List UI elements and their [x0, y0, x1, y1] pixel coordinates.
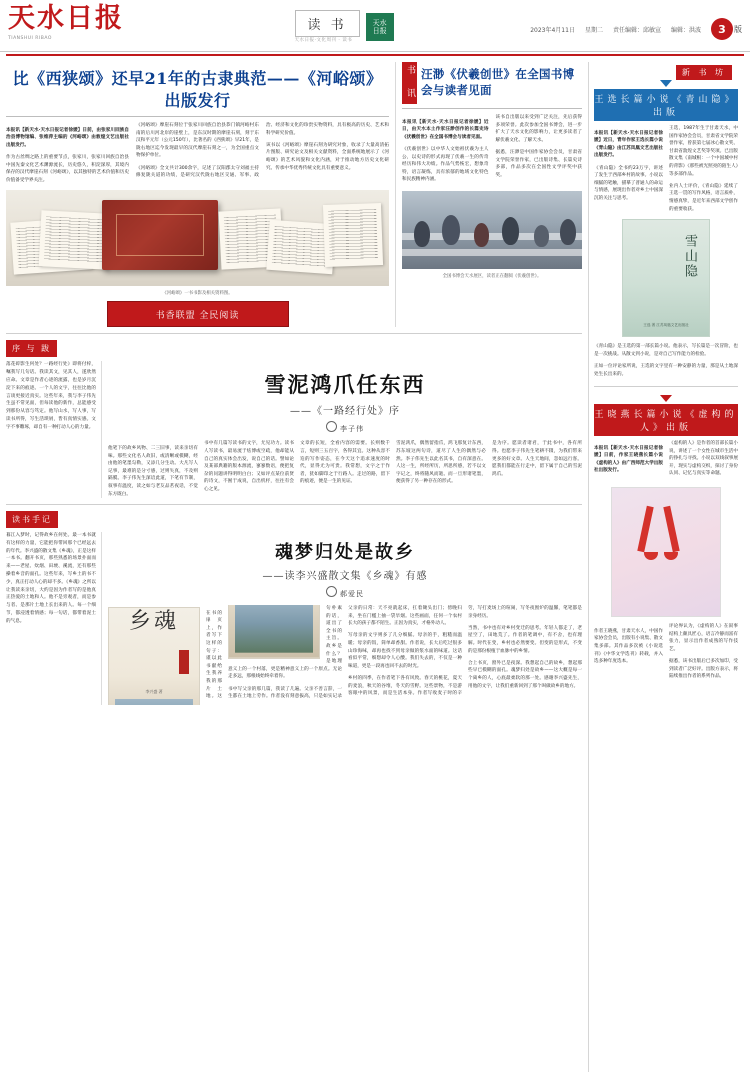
newspaper-logo	[8, 4, 158, 41]
paragraph: 业内人士评价，《青山隐》延续了王选一贯的写作风格，语言质朴，情感真挚，是近年来西部文学创作的重要收获。	[669, 183, 738, 212]
paragraph: 雪泥鸿爪，偶然留指爪，鸿飞那复计东西，苏东坡这两句诗，道尽了人生的偶然与必然。李子伟先生以此名其书，自有深意在。人这一生，所经所历，所思所感，若不以文字记之，终将随风而逝。而一旦形诸笔墨，便获得了另一种存在的形式。	[396, 441, 486, 485]
book-title-text: 雪山隐	[682, 234, 697, 280]
author-name: 郝爱民	[340, 590, 364, 599]
paragraph: 王选，1987年生于甘肃天水，中国作家协会会员，甘肃省文学院荣誉作家，曾获第七届冰心散文奖、甘肃省敦煌文艺奖等奖项。已出版散文集《南城根：一个中国城中村的背影》《那些被光照亮的陌生人》等多部作品。	[669, 126, 738, 177]
bottom-byline	[108, 586, 582, 599]
triangle-icon	[660, 80, 672, 87]
divider	[402, 108, 582, 109]
second-story-head	[402, 62, 582, 104]
author-name: 李子伟	[340, 425, 364, 434]
rail-item2-body	[594, 440, 738, 481]
mid-article-body	[108, 440, 582, 498]
bottom-subtitle: ——读李兴盛散文集《乡魂》有感	[262, 571, 428, 583]
document-image	[323, 203, 383, 267]
editor-name: 责任编辑：邱敏宣	[612, 26, 661, 34]
top-story-lead: 本报讯【新天水·天水日报记者徐媛】日前，由张家川回族自治县博物馆编、张维萍主编的《河峪颂》由敦煌文艺出版社出版发行。	[6, 127, 129, 148]
main-column	[6, 62, 582, 1072]
mid-article	[108, 361, 582, 498]
masthead-meta	[530, 4, 742, 40]
page-label: 版	[734, 24, 742, 34]
paragraph: 《青山隐》全书约23万字，讲述了发生于西部乡村的故事。小说以细腻的笔触，描摹了普通人的命运与情感，展现出作者对乡土中国深沉的关注与思考。	[594, 165, 663, 201]
book-news-tag: 书 讯	[402, 62, 417, 104]
second-story-lead: 本报讯【新天水·天水日报记者徐媛】近日，由天水本土作家汪渺创作的长篇史诗《伏羲创世》在全国书博会与读者见面。	[402, 119, 489, 140]
second-story	[395, 62, 582, 327]
paragraph: 该书以《河峪颂》摩崖石刻为研究对象，收录了大量高清拓片图版、研究论文及相关文献资料，全面系统地展示了《河峪颂》的艺术风貌和文化内涵，对于推动地方历史文化研究、传承中华优秀传统文化具有重要意义。	[266, 142, 389, 171]
divider	[594, 386, 738, 387]
paragraph: 《伏羲创世》以中华人文始祖伏羲为主人公，以史诗的形式再现了伏羲一生的传奇经历和伟大功绩。作品气势恢宏，想象奇特，语言凝练，具有浓郁的地域文化特色和民族精神内涵。	[402, 146, 489, 183]
weekday: 星期二	[584, 26, 603, 34]
rail-item1-header: 王选长篇小说《青山隐》出版	[594, 89, 738, 121]
paragraph: 据悉，该书出版后已多次加印，受到读者广泛好评。出版方表示，将陆续推出作者的系列作品。	[669, 659, 738, 680]
paragraph: 评论界认为，《虚构的人》在叙事结构上颇具匠心，语言冷静而富有张力，显示出作者成熟的写作技艺。	[669, 624, 738, 652]
section-label-dushu-shouji: 读书手记	[6, 511, 58, 528]
paragraph: 文章的长短，全看内容的需要。长则数千言，短则三五百字，各得其宜。这种从容不迫的写作姿态，在今天这个追求速度的时代，显得尤为可贵。我常想，文字之于作者，犹如脚印之于行路人。走过的路，留下的痕迹，便是一生的见证。	[300, 441, 390, 485]
author-icon	[326, 586, 337, 597]
paragraph: 《河峪颂》全文共计300余字，记述了汉阳郡太守刘福主持修复陇关道的功绩，是研究汉代陇右地区交通、军事、政治、经济和文化的珍贵实物资料，具有极高的历史、艺术和科学研究价值。	[136, 123, 389, 179]
paragraph: 书中有几篇写读书的文字，尤见功力。读书人写读书，最易流于炫博或空疏，他却能从自己的真实体会出发，说自己的话。譬如论及某部典籍的版本源流，寥寥数语，便把复杂的问题讲得明明白白；又如评点某位前贤的诗文，不囿于成说，自出机杼，往往有会心之见。	[204, 441, 294, 492]
book-cover-author: 李兴盛 著	[145, 688, 163, 694]
second-story-body	[402, 114, 582, 186]
section-header	[158, 4, 530, 43]
author-icon	[326, 421, 337, 432]
book-photo	[6, 190, 389, 286]
section-name: 读 书	[295, 10, 360, 37]
rail-item2-header: 王晓燕长篇小说《虚构的人》出版	[594, 404, 738, 436]
bottom-section	[6, 528, 582, 705]
paragraph: 乡村的四季，在作者笔下各有风致。春天的桃花，夏天的麦浪，秋天的谷堆，冬天的雪野。这些景物，不是游客眼中的风景，而是生活本身。作者写收麦子时的辛劳，写打麦场上的喧闹，写冬夜围炉的温馨，笔笔都是亲身经历。	[348, 606, 582, 697]
document-image	[39, 211, 112, 271]
seal-icon	[179, 650, 189, 674]
paragraph: 是为序。愿读者诸君，于此书中，各有所得。也愿李子伟先生笔耕不辍，为我们带来更多的好文章。人生天地间，忽如远行客。愿我们都能在行走中，留下属于自己的雪泥鸿爪。	[492, 441, 582, 477]
bottom-article	[108, 532, 582, 705]
bottom-headline: 魂梦归处是故乡	[275, 542, 415, 564]
page-number: 3	[711, 18, 733, 40]
book-cover-title: 乡魂	[128, 609, 179, 635]
paragraph: 书中写父亲的那几篇，我读了几遍。父亲不善言辞，一生都在土地上劳作。作者没有刻意拔高，只是如实记录父亲的日常：天不亮就起床，扛着锄头出门；傍晚归来，坐在门槛上抽一袋旱烟。这些画面，任何一个农村长大的孩子都不陌生。正因为真实，才格外动人。	[228, 606, 462, 700]
publish-date: 2023年4月11日	[530, 26, 575, 34]
mid-section-label-wrap	[6, 334, 582, 357]
masthead	[0, 0, 750, 52]
paragraph: 合上书页，窗外已是夜深。我想起自己的故乡，想起那些早已模糊的面孔。魂梦归处是故乡——这大概是每一个离乡的人，心底最柔软的那一处。感谢李兴盛先生，用他的文字，让我们重新回到了那个叫做故乡的地方。	[468, 660, 582, 689]
ribbon-graphic	[642, 506, 682, 576]
divider	[6, 116, 389, 117]
newspaper-pinyin: TIANSHUI RIBAO	[8, 36, 52, 41]
rail-item2-body2	[594, 623, 738, 681]
bottom-article-body	[108, 605, 582, 705]
reading-campaign-banner	[107, 301, 289, 327]
paragraph: 据悉，汪渺是中国作家协会会员，甘肃省文学院荣誉作家，已出版诗集、长篇史诗多部，作品多次在全国性文学评奖中获奖。	[495, 149, 582, 178]
proofreader-name: 编辑：洪波	[670, 26, 701, 34]
page-body	[0, 56, 750, 1072]
section-pinyin: 天水日报·文化周刊 · 读书	[294, 38, 353, 43]
second-story-headline: 汪渺《伏羲创世》在全国书博会与读者见面	[421, 67, 575, 97]
triangle-icon	[660, 395, 672, 402]
photo-caption: 全国书博会天水展区，读者正在翻阅《伏羲创世》。	[442, 274, 542, 280]
paragraph: 《虚构的人》是作者的首部长篇小说，讲述了一个女性在城市生活中的挣扎与寻找。小说以双线叙事展开，现实与虚构交织，探讨了身份认同、记忆与真实等命题。	[669, 441, 738, 477]
rail-item2-lead: 本报讯【新天水·天水日报记者徐媛】日前，作家王晓燕长篇小说《虚构的人》由广西师范大学出版社出版发行。	[594, 445, 663, 474]
paragraph: 正如一位评论家所说，王选的文字里有一种安静的力量，那是从土地深处生长出来的。	[594, 363, 738, 377]
rail-item1-body	[594, 125, 738, 213]
paragraph: 写母亲的文字则多了几分细腻。母亲的手，粗糙而温暖；母亲的饭，简单却香甜。作者说，长大后吃过很多山珍海味，却再也找不到母亲做的浆水面的味道。这话看似平常，细想却令人心酸。我们失去的，不仅是一种味道，更是一段再也回不去的时光。	[348, 633, 462, 669]
mid-section	[6, 357, 582, 505]
xugou-de-ren-book-image	[611, 487, 721, 617]
paragraph: 当然，书中也有对乡村变迁的思考。年轻人都走了，老屋空了，田地荒了。作者的笔调中，有不舍，也有理解。时代在变，乡村也必然要变。但变的是形式，不变的是那份根植于血脉中的乡情。	[468, 625, 582, 654]
right-rail	[588, 62, 738, 1072]
top-story-headline: 比《西狭颂》还早21年的古隶典范——《河峪颂》出版发行	[12, 69, 383, 110]
bottom-section-label-wrap	[6, 505, 582, 528]
newspaper-title: 天水日报	[8, 3, 124, 34]
top-story-body	[6, 122, 389, 184]
section-label-xu-yu-ba: 序 与 跋	[6, 340, 57, 357]
paragraph: 《青山隐》是王选的第一部长篇小说。他表示，写长篇是一次冒险，也是一次挑战。从散文到小说，是对自己写作能力的检验。	[594, 344, 738, 357]
top-story	[6, 62, 389, 327]
paragraph: 他笔下的故乡风物、二三旧事，读来亲切有味。那些文化名人故旧，或清晰或模糊，经由他的笔墨勾勒，又添几分生动。大凡写人记事，最难的是分寸感，过则失真，不及则隔膜。李子伟先生深谙此道，下笔有节制，叙事有温度，读之如与老友品茗夜话，不觉东方既白。	[108, 445, 198, 497]
mid-headline: 雪泥鸿爪任东西	[264, 372, 426, 398]
mid-byline	[108, 421, 582, 434]
paper-stamp-icon: 天水 日报	[366, 13, 394, 41]
top-story-zone	[6, 62, 582, 334]
rail-badge-wrap	[594, 62, 738, 76]
book-publisher-text: 王选 著 江苏凤凰文艺出版社	[643, 323, 689, 328]
paragraph: 作为古丝绸之路上的重要节点，张家川，张家川回族自治县中国先秦文化艺术渊源流长，历史悠久，积淀深厚，其境内保存的汉代摩崖石刻《河峪颂》，以其独特的艺术价值和历史价值备受学界关注。	[6, 154, 129, 183]
qingshanyin-book-image	[622, 219, 710, 337]
banner-text: 书香联盟 全民阅读	[155, 310, 240, 321]
rail-item1-closing	[594, 343, 738, 378]
paragraph: 《河峪颂》摩崖石刻位于张家川回族自治县恭门镇河峪村东南的后川河北岸的崖壁上，是东汉时期的摩崖石刻，刻于东汉和平元年（公元150年），比著名的《西狭颂》早21年，是陇右地区迄今发现最早的汉代摩崖石刻之一，为全国重点文物保护单位。	[136, 123, 259, 159]
mid-subtitle: ——《一路经行处》序	[290, 406, 400, 418]
paragraph: 作者王晓燕，甘肃天水人，中国作家协会会员，出版有小说集、散文集多部。其作品多次被《小说选刊》《中华文学选刊》转载，并入选多种年度选本。	[594, 628, 663, 665]
book-cover-image	[102, 200, 218, 270]
rail-badge-new-books: 新 书 坊	[676, 65, 732, 80]
mid-sidebar-text: 落花碎影生何处？一路经行处》即将付梓，嘱我写几句话。我读其文，见其人，遂欣然应命。文章是作者心迹的流露，也是岁月沉淀下来的痕迹。一个人的文字，往往比他的言谈更接近真实。这些年来，我与李子伟先生虽不常见面，但每读他的新作，总能感受到那份从容与笃定。他写山水，写人事，写读书所得，写生活琐屑，皆有真情实感。文字不事雕琢，却自有一种打动人心的力量。	[6, 361, 102, 498]
page-number-badge	[711, 18, 742, 40]
photo-caption: 《河峪颂》一书书影及相关资料图。	[162, 291, 233, 297]
bottom-sidebar-text: 暮江入梦时，记得故乡在何处。最一本书就有这样的力量，它能把你带回那个已经远去的年代。李兴盛的散文集《乡魂》，正是这样一本书。翻开书页，那些熟悉的场景扑面而来——老屋、炊烟、田埂、溪流，还有那些操着乡音的面孔。这些年来，写乡土的书不少，真正打动人心的却不多。《乡魂》之所以让我读来亲切，大约是因为作者写的是他真正热爱的土地和人。他不是旁观者，而是参与者、是那片土地上长出来的人。每一个细节，都浸透着情感；每一句话，都带着泥土的气息。	[6, 532, 102, 705]
book-fair-photo	[402, 191, 582, 269]
paragraph: 该书自出版以来受到广泛关注，先后获得多项荣誉。此次参加全国书博会，进一步扩大了天水文化的影响力，让更多读者了解伏羲文化、了解天水。	[495, 115, 582, 143]
rail-item1-lead: 本报讯【新天水·天水日报记者徐媛】近日，青年作家王选长篇小说《青山隐》由江苏凤凰文艺出版社出版发行。	[594, 130, 663, 159]
paragraph: 在书的扉页上，作者写下这样的句子：谨以此书献给生我养我的那片土地。这句朴素的话，道出了全书的主旨。故乡是什么？是地理意义上的一个村落，更是精神意义上的一个原点。无论走多远，那根线始终牵着你。	[206, 606, 342, 700]
